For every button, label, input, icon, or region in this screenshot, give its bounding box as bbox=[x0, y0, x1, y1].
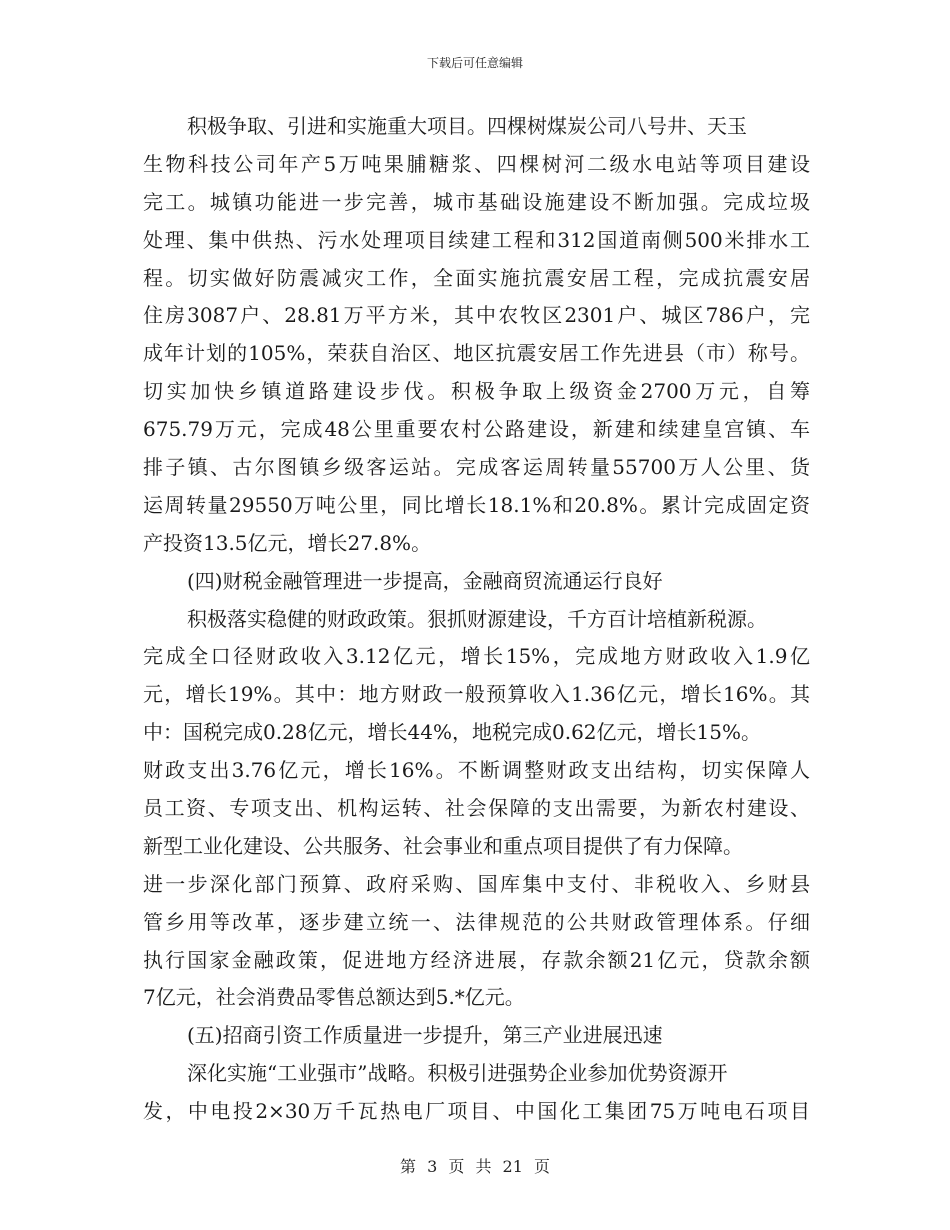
text-line: 积极争取、引进和实施重大项目。四棵树煤炭公司八号井、天玉 bbox=[187, 114, 747, 138]
text-line: 切实加快乡镇道路建设步伐。积极争取上级资金2700万元，自筹 bbox=[143, 379, 810, 404]
text-line: 处理、集中供热、污水处理项目续建工程和312国道南侧500米排水工 bbox=[143, 227, 810, 252]
text-line: 成年计划的105%，荣获自治区、地区抗震安居工作先进县（市）称号。 bbox=[143, 341, 810, 366]
text-line: 完成全口径财政收入3.12亿元，增长15%，完成地方财政收入1.9亿 bbox=[143, 644, 810, 669]
text-line: 深化实施“工业强市”战略。积极引进强势企业参加优势资源开 bbox=[187, 1061, 728, 1086]
text-line: 财政支出3.76亿元，增长16%。不断调整财政支出结构，切实保障人 bbox=[143, 758, 810, 783]
text-line: 执行国家金融政策，促进地方经济进展，存款余额21亿元，贷款余额 bbox=[143, 947, 810, 972]
text-line: 完工。城镇功能进一步完善，城市基础设施建设不断加强。完成垃圾 bbox=[143, 189, 810, 214]
document-body bbox=[143, 108, 810, 1131]
text-line: 运周转量29550万吨公里，同比增长18.1%和20.8%。累计完成固定资 bbox=[143, 492, 810, 517]
text-line: 中：国税完成0.28亿元，增长44%，地税完成0.62亿元，增长15%。 bbox=[143, 720, 761, 745]
text-line: 员工资、专项支出、机构运转、社会保障的支出需要，为新农村建设、 bbox=[143, 796, 810, 821]
text-line: 7亿元，社会消费品零售总额达到5.*亿元。 bbox=[143, 985, 525, 1010]
section-heading: (五)招商引资工作质量进一步提升，第三产业进展迅速 bbox=[187, 1023, 663, 1048]
text-line: 元，增长19%。其中：地方财政一般预算收入1.36亿元，增长16%。其 bbox=[143, 682, 810, 707]
text-line: 管乡用等改革，逐步建立统一、法律规范的公共财政管理体系。仔细 bbox=[143, 909, 810, 934]
section-heading: (四)财税金融管理进一步提高，金融商贸流通运行良好 bbox=[187, 568, 663, 593]
text-line: 新型工业化建设、公共服务、社会事业和重点项目提供了有力保障。 bbox=[143, 833, 743, 858]
page-header: 下载后可任意编辑 bbox=[426, 56, 523, 70]
text-line: 进一步深化部门预算、政府采购、国库集中支付、非税收入、乡财县 bbox=[143, 871, 810, 896]
text-line: 程。切实做好防震减灾工作，全面实施抗震安居工程，完成抗震安居 bbox=[143, 265, 810, 290]
text-line: 发，中电投2×30万千瓦热电厂项目、中国化工集团75万吨电石项目 bbox=[143, 1099, 810, 1124]
text-line: 产投资13.5亿元，增长27.8%。 bbox=[143, 530, 432, 555]
text-line: 675.79万元，完成48公里重要农村公路建设，新建和续建皇宫镇、车 bbox=[143, 417, 810, 442]
page-footer: 第 3 页 共 21 页 bbox=[400, 1157, 550, 1176]
text-line: 排子镇、古尔图镇乡级客运站。完成客运周转量55700万人公里、货 bbox=[143, 455, 810, 480]
text-line: 积极落实稳健的财政政策。狠抓财源建设，千方百计培植新税源。 bbox=[187, 606, 767, 631]
text-line: 生物科技公司年产5万吨果脯糖浆、四棵树河二级水电站等项目建设 bbox=[143, 151, 810, 176]
text-line: 住房3087户、28.81万平方米，其中农牧区2301户、城区786户，完 bbox=[143, 303, 810, 328]
